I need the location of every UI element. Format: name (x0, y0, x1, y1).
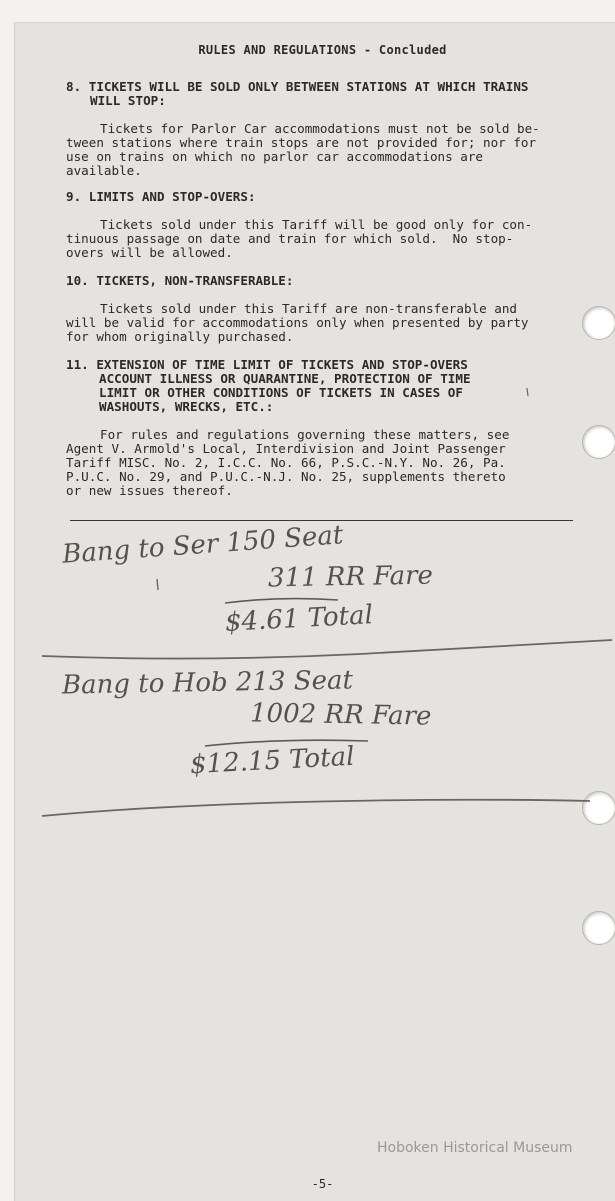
rule-11-body-line-2: Agent V. Armold's Local, Interdivision and Joint Passenger (66, 441, 506, 456)
rule-11-body-line-3: Tariff MISC. No. 2, I.C.C. No. 66, P.S.C.-N.Y. No. 26, Pa. (66, 455, 506, 470)
rule-8-heading-line-1: 8. TICKETS WILL BE SOLD ONLY BETWEEN STATIONS AT WHICH TRAINS (66, 79, 529, 94)
rule-8-body-line-2: tween stations where train stops are not provided for; nor for (66, 135, 537, 150)
page-title: RULES AND REGULATIONS - Concluded (198, 43, 447, 57)
rule-10-body-line-3: for whom originally purchased. (66, 329, 294, 344)
handwritten-line-5: 1002 RR Fare (249, 698, 432, 732)
rule-11-body-line-1: For rules and regulations governing these matters, see (100, 427, 510, 442)
rule-11-heading-line-4: WASHOUTS, WRECKS, ETC.: (99, 399, 274, 414)
rule-8-body-line-4: available. (66, 163, 142, 178)
rule-9-heading: 9. LIMITS AND STOP-OVERS: (66, 189, 256, 204)
rule-10-body-line-1: Tickets sold under this Tariff are non-transferable and (100, 301, 518, 316)
rule-11-body-line-4: P.U.C. No. 29, and P.U.C.-N.J. No. 25, supplements thereto (66, 469, 506, 484)
rule-8-body-line-3: use on trains on which no parlor car accommodations are (66, 149, 484, 164)
handwritten-line-3: $4.61 Total (224, 600, 374, 638)
rule-9-body-line-2: tinuous passage on date and train for which sold. No stop- (66, 231, 514, 246)
handwritten-line-4: Bang to Hob 213 Seat (61, 665, 354, 701)
rule-11-heading-line-1: 11. EXTENSION OF TIME LIMIT OF TICKETS AND STOP-OVERS (66, 357, 468, 372)
handwritten-line-2: 311 RR Fare (267, 560, 434, 594)
rule-11-heading-line-3: LIMIT OR OTHER CONDITIONS OF TICKETS IN CASES OF (99, 385, 463, 400)
rule-8-body-line-1: Tickets for Parlor Car accommodations must not be sold be- (100, 121, 540, 136)
pencil-divider-2 (42, 800, 590, 816)
rule-11-body-line-5: or new issues thereof. (66, 483, 233, 498)
page-number: -5- (311, 1177, 334, 1191)
rule-9-body-line-1: Tickets sold under this Tariff will be good only for con- (100, 217, 533, 232)
museum-watermark: Hoboken Historical Museum (377, 1140, 573, 1156)
rule-10-heading: 10. TICKETS, NON-TRANSFERABLE: (66, 273, 294, 288)
rule-11-heading-line-2: ACCOUNT ILLNESS OR QUARANTINE, PROTECTION OF TIME (99, 371, 471, 386)
pencil-divider-1 (42, 640, 612, 659)
handwritten-line-6: $12.15 Total (189, 741, 356, 781)
rule-10-body-line-2: will be valid for accommodations only when presented by party (66, 315, 529, 330)
rule-9-body-line-3: overs will be allowed. (66, 245, 233, 260)
rule-8-heading-line-2: WILL STOP: (90, 93, 166, 108)
handwritten-line-1: Bang to Ser 150 Seat (61, 520, 345, 570)
